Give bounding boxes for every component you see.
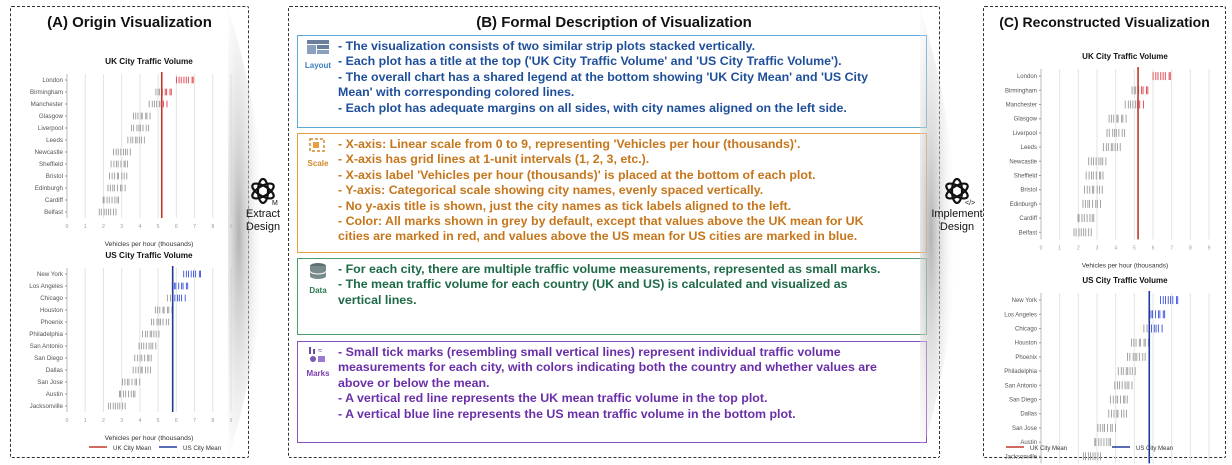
city-label: Philadelphia	[1004, 369, 1037, 376]
svg-text:</>: </>	[965, 200, 976, 207]
origin-chart	[11, 29, 250, 457]
city-label: Dallas	[1020, 411, 1037, 418]
section-scale	[297, 133, 927, 253]
x-tick-label: 1	[83, 418, 87, 424]
x-tick-label: 0	[1039, 245, 1043, 252]
city-label: London	[1016, 74, 1037, 81]
scale-text	[338, 137, 920, 245]
x-tick-label: 8	[211, 418, 215, 424]
data-line: vertical lines.	[338, 292, 417, 307]
city-label: Glasgow	[1013, 116, 1037, 123]
city-label: Belfast	[1018, 230, 1037, 237]
legend-label-uk: UK City Mean	[1030, 446, 1068, 452]
chart-title: UK City Traffic Volume	[1082, 52, 1168, 61]
implement-label-line2: Design	[939, 221, 975, 233]
panel-c-title: (C) Reconstructed Visualization	[999, 14, 1210, 30]
panel-formal-description	[288, 6, 940, 458]
city-label: Jacksonville	[29, 403, 63, 411]
data-line: - For each city, there are multiple traffic volume measurements, represented as small marks.	[338, 262, 881, 276]
scale-line: - Y-axis: Categorical scale showing city names, evenly spaced vertically.	[338, 183, 764, 198]
scale-line: - X-axis label 'Vehicles per hour (thousands)' is placed at the bottom of each plot.	[338, 167, 816, 182]
x-tick-label: 1	[83, 224, 87, 230]
x-axis-label: Vehicles per hour (thousands)	[1081, 262, 1169, 270]
marks-line: measurements for each city, with colors indicating both the country and whether values are	[338, 360, 877, 375]
x-tick-label: 9	[1207, 245, 1211, 252]
implement-design-arrow	[920, 8, 992, 458]
chart-title: US City Traffic Volume	[105, 251, 193, 260]
city-label: Houston	[39, 307, 63, 315]
city-label: Chicago	[40, 295, 63, 303]
city-label: Cardiff	[44, 197, 63, 205]
city-label: Liverpool	[37, 125, 63, 133]
city-label: Austin	[1020, 440, 1037, 447]
layout-line: - The overall chart has a shared legend at the bottom showing 'UK City Mean' and 'US City	[338, 69, 869, 84]
x-axis-label: Vehicles per hour (thousands)	[104, 241, 194, 248]
chart-title: US City Traffic Volume	[1082, 276, 1168, 285]
legend-label-uk: UK City Mean	[113, 445, 152, 452]
city-label: Glasgow	[38, 113, 63, 121]
city-label: Los Angeles	[29, 283, 63, 291]
panel-a-title: (A) Origin Visualization	[47, 14, 212, 31]
x-tick-label: 3	[1095, 245, 1099, 252]
svg-text:≈: ≈	[318, 346, 323, 355]
marks-line: - Small tick marks (resembling small vertical lines) represent individual traffic volume	[338, 345, 841, 359]
x-tick-label: 8	[211, 224, 215, 230]
layout-line: - Each plot has adequate margins on all sides, with city names aligned on the left side.	[338, 100, 847, 115]
city-label: San Diego	[1008, 397, 1037, 404]
scale-icon	[303, 137, 333, 168]
city-label: Birmingham	[29, 89, 63, 97]
marks-icon-label: Marks	[306, 369, 330, 378]
city-label: Manchester	[1005, 102, 1037, 109]
x-tick-label: 6	[174, 224, 178, 230]
city-label: Edinburgh	[34, 185, 63, 193]
x-tick-label: 4	[1114, 245, 1118, 252]
extract-label-line2: Design	[245, 221, 281, 233]
city-label: Belfast	[44, 209, 63, 217]
city-label: Sheffield	[1013, 173, 1037, 180]
layout-line: Mean' with corresponding colored lines.	[338, 85, 575, 100]
city-label: New York	[1011, 298, 1037, 305]
city-label: Manchester	[30, 101, 63, 109]
svg-text:M: M	[272, 200, 278, 207]
x-tick-label: 8	[1188, 245, 1192, 252]
x-tick-label: 1	[1058, 245, 1062, 252]
city-label: London	[42, 77, 63, 85]
city-label: Jacksonville	[1004, 454, 1037, 461]
x-tick-label: 0	[65, 418, 69, 424]
city-label: Edinburgh	[1009, 201, 1037, 208]
layout-icon-label: Layout	[304, 61, 332, 70]
marks-text	[338, 345, 920, 422]
city-label: San Diego	[34, 355, 63, 363]
x-tick-label: 5	[156, 224, 160, 230]
extract-label-line1: Extract	[245, 208, 281, 220]
x-tick-label: 7	[193, 418, 197, 424]
city-label: Dallas	[45, 367, 63, 375]
legend-label-us: US City Mean	[183, 445, 222, 452]
city-label: Philadelphia	[29, 331, 63, 339]
layout-text	[338, 39, 920, 116]
scale-line: - X-axis has grid lines at 1-unit intervals (1, 2, 3, etc.).	[338, 152, 650, 167]
city-label: Phoenix	[40, 319, 63, 327]
implement-label	[922, 208, 992, 234]
x-tick-label: 3	[120, 418, 124, 424]
chart-title: UK City Traffic Volume	[105, 57, 193, 66]
city-label: Bristol	[45, 173, 63, 181]
section-data	[297, 258, 927, 335]
city-label: Newcastle	[1009, 159, 1037, 166]
city-label: Houston	[1014, 340, 1037, 347]
scale-line: - Color: All marks shown in grey by default, except that values above the UK mean for UK	[338, 214, 864, 229]
city-label: Cardiff	[1019, 216, 1037, 223]
city-label: Newcastle	[34, 149, 63, 157]
scale-line: - No y-axis title is shown, just the city names as tick labels aligned to the left.	[338, 198, 792, 213]
reconstructed-chart	[984, 29, 1227, 461]
openai-logo-left-icon	[248, 176, 278, 206]
city-label: Los Angeles	[1004, 312, 1037, 319]
city-label: Phoenix	[1015, 354, 1037, 361]
city-label: San Jose	[1011, 425, 1037, 432]
city-label: San Jose	[37, 379, 63, 387]
x-tick-label: 2	[101, 224, 105, 230]
layout-line: - The visualization consists of two similar strip plots stacked vertically.	[338, 39, 756, 53]
layout-line: - Each plot has a title at the top ('UK City Traffic Volume' and 'US City Traffic Volume').	[338, 54, 842, 69]
section-marks	[297, 341, 927, 443]
marks-line: above or below the mean.	[338, 375, 490, 390]
marks-icon	[303, 345, 333, 378]
x-tick-label: 2	[101, 418, 105, 424]
x-tick-label: 2	[1076, 245, 1080, 252]
x-axis-label: Vehicles per hour (thousands)	[104, 435, 194, 442]
marks-line: - A vertical blue line represents the US mean traffic volume in the bottom plot.	[338, 406, 796, 421]
data-icon-label: Data	[309, 286, 327, 295]
data-line: - The mean traffic volume for each country (UK and US) is calculated and visualized as	[338, 277, 848, 292]
scale-line: - X-axis: Linear scale from 0 to 9, representing 'Vehicles per hour (thousands)'.	[338, 137, 801, 151]
city-label: Leeds	[46, 137, 63, 145]
x-tick-label: 7	[1170, 245, 1174, 252]
city-label: San Antonio	[29, 343, 63, 351]
city-label: Birmingham	[1004, 88, 1037, 95]
openai-logo-right-icon	[942, 176, 976, 207]
implement-label-line1: Implement	[931, 208, 983, 220]
city-label: San Antonio	[1004, 383, 1037, 390]
data-text	[338, 262, 920, 308]
database-icon	[303, 262, 333, 295]
x-tick-label: 6	[174, 418, 178, 424]
city-label: Bristol	[1020, 187, 1037, 194]
layout-icon	[303, 39, 333, 70]
panel-origin-visualization	[10, 6, 249, 458]
x-tick-label: 4	[138, 418, 142, 424]
x-tick-label: 5	[156, 418, 160, 424]
city-label: New York	[36, 271, 63, 279]
marks-line: - A vertical red line represents the UK mean traffic volume in the top plot.	[338, 391, 768, 406]
scale-icon-label: Scale	[307, 159, 329, 168]
x-tick-label: 0	[65, 224, 69, 230]
panel-reconstructed-visualization	[983, 6, 1226, 461]
x-tick-label: 5	[1132, 245, 1136, 252]
city-label: Austin	[45, 391, 63, 399]
city-label: Chicago	[1014, 326, 1037, 333]
x-tick-label: 6	[1151, 245, 1155, 252]
scale-line: cities are marked in red, and values above the US mean for US cities are marked in blue.	[338, 229, 858, 244]
x-tick-label: 3	[120, 224, 124, 230]
x-tick-label: 4	[138, 224, 142, 230]
section-layout	[297, 35, 927, 128]
x-tick-label: 7	[193, 224, 197, 230]
city-label: Sheffield	[39, 161, 63, 169]
panel-b-title: (B) Formal Description of Visualization	[476, 14, 752, 31]
legend-label-us: US City Mean	[1136, 446, 1174, 452]
city-label: Leeds	[1020, 145, 1037, 152]
city-label: Liverpool	[1012, 130, 1037, 137]
